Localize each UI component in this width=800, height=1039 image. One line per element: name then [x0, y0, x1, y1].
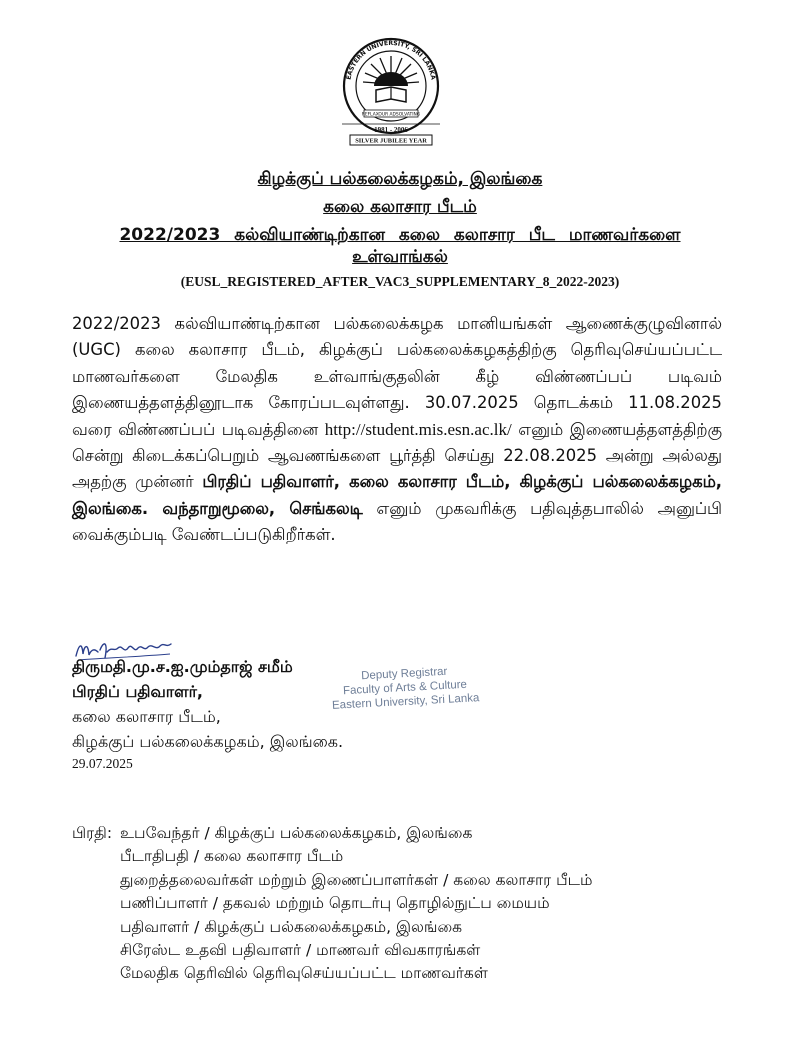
application-url-link[interactable]: http://student.mis.esn.ac.lk/: [324, 419, 512, 439]
copy-recipient: சிரேஸ்ட உதவி பதிவாளர் / மாணவர் விவகாரங்கள்: [120, 941, 481, 960]
copies-label: பிரதி:: [72, 824, 113, 842]
copy-recipient: பீடாதிபதி / கலை கலாசார பீடம்: [120, 847, 344, 866]
signatory-university: கிழக்குப் பல்கலைக்கழகம், இலங்கை.: [72, 732, 344, 751]
notice-text-part-1: 2022/2023 கல்வியாண்டிற்கான பல்கலைக்கழக மானியங்கள் ஆணைக்குழுவினால் (UGC) கலை கலாசார பீடம், கிழக்குப் பல்கலைக்கழகத்திற்கு தெரிவுசெய்யப்பட்ட மாணவர்களை மேலதிக உள்வாங்குதலின் கீழ் விண்ணப்பப் படிவம் இணையத்தளத்தினூடாக கோரப்படவுள்ளது. 30.07.2025 தொடக்கம் 11.08.2025 வரை விண்ணப்பப் படிவத்தினை: [72, 314, 722, 439]
copy-recipient: மேலதிக தெரிவில் தெரிவுசெய்யப்பட்ட மாணவர்கள்: [120, 964, 488, 983]
stamp-line-3: Eastern University, Sri Lanka: [331, 692, 480, 712]
copy-recipient: பணிப்பாளர் / தகவல் மற்றும் தொடர்பு தொழில்நுட்ப மையம்: [120, 894, 550, 913]
copy-recipient: துறைத்தலைவர்கள் மற்றும் இணைப்பாளர்கள் / கலை கலாசார பீடம்: [120, 870, 593, 889]
signatory-block: [72, 654, 492, 774]
signatory-name: திருமதி.மு.ச.ஐ.மும்தாஜ் சமீம்: [72, 657, 293, 676]
university-heading: கிழக்குப் பல்கலைக்கழகம், இலங்கை: [257, 169, 543, 189]
seal-arc-text: EASTERN UNIVERSITY, SRI LANKA: [345, 39, 437, 81]
seal-years: 1981 - 2006: [374, 126, 408, 134]
reference-code: (EUSL_REGISTERED_AFTER_VAC3_SUPPLEMENTARY_8_2022-2023): [180, 274, 620, 289]
stamp-line-2: Faculty of Arts & Culture: [342, 678, 468, 698]
signature-date: 29.07.2025: [72, 756, 133, 771]
seal-jubilee: SILVER JUBILEE YEAR: [355, 137, 427, 145]
copy-recipient: பதிவாளர் / கிழக்குப் பல்கலைக்கழகம், இலங்கை: [120, 917, 463, 936]
postal-address: பிரதிப் பதிவாளர், கலை கலாசார பீடம், கிழக்குப் பல்கலைக்கழகம், இலங்கை. வந்தாறுமூலை, செங்கலடி: [72, 472, 722, 518]
signatory-designation: பிரதிப் பதிவாளர்,: [72, 682, 204, 701]
university-seal-logo: [336, 36, 446, 148]
notice-paragraph: [72, 311, 722, 549]
notice-text-part-3: எனும் முகவரிக்கு பதிவுத்தபாலில் அனுப்பி வைக்கும்படி வேண்டப்படுகிறீர்கள்.: [72, 498, 722, 545]
title-line-1: 2022/2023 கல்வியாண்டிற்கான கலை கலாசார பீட மாணவர்களை: [119, 225, 681, 245]
copies-list: [120, 822, 752, 986]
signatory-faculty: கலை கலாசார பீடம்,: [72, 707, 221, 726]
document-header: [60, 168, 740, 292]
seal-motto: REFLAXOUR ADSOLVATING: [361, 112, 421, 118]
notice-text-part-2: எனும் இணையத்தளத்திற்கு சென்று கிடைக்கப்பெறும் ஆவணங்களை பூர்த்தி செய்து 22.08.2025 அன்று அல்லது அதற்கு முன்னர்: [72, 419, 723, 492]
faculty-heading: கலை கலாசார பீடம்: [323, 197, 477, 217]
copy-recipient: உபவேந்தர் / கிழக்குப் பல்கலைக்கழகம், இலங்கை: [120, 824, 473, 842]
copies-section: [72, 822, 752, 986]
title-line-2: உள்வாங்கல்: [352, 247, 448, 267]
stamp-line-1: Deputy Registrar: [360, 665, 448, 683]
